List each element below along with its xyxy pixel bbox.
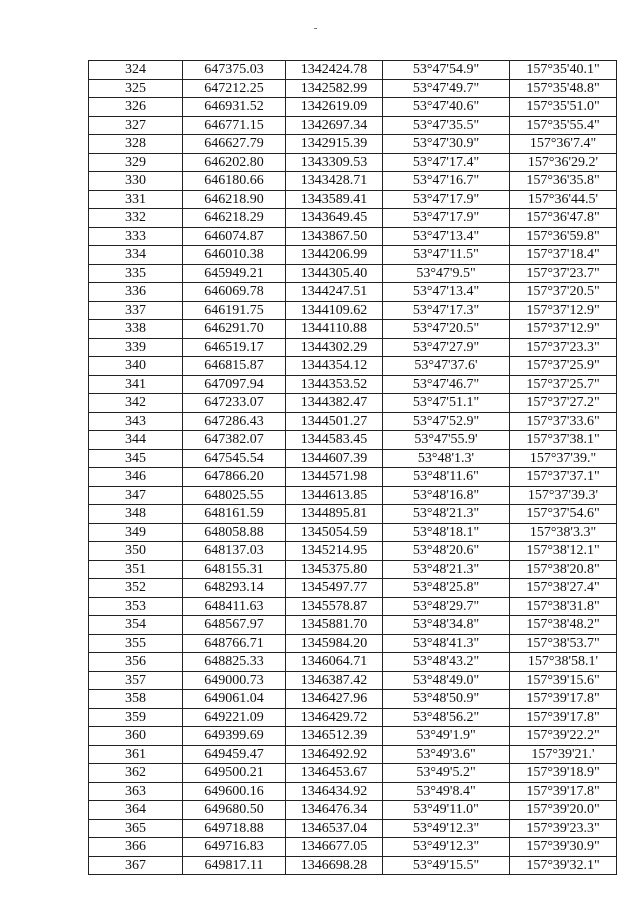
cell-longitude: 157°37'18.4"	[510, 246, 617, 265]
cell-x-coordinate: 647097.94	[183, 375, 286, 394]
cell-longitude: 157°39'20.0"	[510, 801, 617, 820]
cell-latitude: 53°48'25.8"	[383, 579, 510, 598]
cell-latitude: 53°48'1.3'	[383, 449, 510, 468]
cell-longitude: 157°39'17.8"	[510, 690, 617, 709]
table-row	[89, 209, 617, 228]
cell-point-number: 357	[89, 671, 183, 690]
cell-y-coordinate: 1346387.42	[286, 671, 383, 690]
cell-x-coordinate: 647382.07	[183, 431, 286, 450]
cell-y-coordinate: 1345881.70	[286, 616, 383, 635]
cell-longitude: 157°36'35.8"	[510, 172, 617, 191]
cell-latitude: 53°48'34.8"	[383, 616, 510, 635]
cell-latitude: 53°47'54.9"	[383, 61, 510, 80]
cell-latitude: 53°47'40.6"	[383, 98, 510, 117]
cell-longitude: 157°39'21.'	[510, 745, 617, 764]
coordinates-table-body	[89, 61, 617, 875]
cell-longitude: 157°35'48.8"	[510, 79, 617, 98]
cell-x-coordinate: 647212.25	[183, 79, 286, 98]
cell-longitude: 157°37'23.7"	[510, 264, 617, 283]
cell-point-number: 355	[89, 634, 183, 653]
table-row	[89, 486, 617, 505]
cell-latitude: 53°47'17.4"	[383, 153, 510, 172]
cell-latitude: 53°47'55.9'	[383, 431, 510, 450]
cell-point-number: 366	[89, 838, 183, 857]
cell-y-coordinate: 1344354.12	[286, 357, 383, 376]
cell-x-coordinate: 648155.31	[183, 560, 286, 579]
cell-point-number: 365	[89, 819, 183, 838]
table-row	[89, 597, 617, 616]
table-row	[89, 153, 617, 172]
cell-latitude: 53°48'16.8"	[383, 486, 510, 505]
table-row	[89, 412, 617, 431]
cell-point-number: 367	[89, 856, 183, 875]
table-row	[89, 671, 617, 690]
table-row	[89, 246, 617, 265]
cell-y-coordinate: 1346698.28	[286, 856, 383, 875]
cell-longitude: 157°35'40.1"	[510, 61, 617, 80]
cell-latitude: 53°47'49.7"	[383, 79, 510, 98]
cell-point-number: 350	[89, 542, 183, 561]
cell-x-coordinate: 649817.11	[183, 856, 286, 875]
cell-x-coordinate: 649000.73	[183, 671, 286, 690]
cell-y-coordinate: 1346492.92	[286, 745, 383, 764]
cell-longitude: 157°37'27.2"	[510, 394, 617, 413]
table-row	[89, 98, 617, 117]
cell-x-coordinate: 649600.16	[183, 782, 286, 801]
cell-latitude: 53°48'50.9"	[383, 690, 510, 709]
cell-y-coordinate: 1345984.20	[286, 634, 383, 653]
table-row	[89, 523, 617, 542]
cell-longitude: 157°39'23.3"	[510, 819, 617, 838]
cell-x-coordinate: 648766.71	[183, 634, 286, 653]
cell-longitude: 157°39'32.1"	[510, 856, 617, 875]
cell-latitude: 53°49'8.4"	[383, 782, 510, 801]
table-row	[89, 819, 617, 838]
table-row	[89, 764, 617, 783]
cell-x-coordinate: 648137.03	[183, 542, 286, 561]
cell-x-coordinate: 645949.21	[183, 264, 286, 283]
table-row	[89, 190, 617, 209]
cell-y-coordinate: 1343649.45	[286, 209, 383, 228]
cell-point-number: 347	[89, 486, 183, 505]
cell-point-number: 325	[89, 79, 183, 98]
cell-y-coordinate: 1346429.72	[286, 708, 383, 727]
cell-latitude: 53°48'20.6"	[383, 542, 510, 561]
cell-longitude: 157°37'12.9"	[510, 301, 617, 320]
cell-x-coordinate: 647375.03	[183, 61, 286, 80]
cell-latitude: 53°47'17.9"	[383, 209, 510, 228]
cell-x-coordinate: 646218.29	[183, 209, 286, 228]
cell-latitude: 53°48'49.0"	[383, 671, 510, 690]
cell-latitude: 53°47'13.4"	[383, 227, 510, 246]
cell-longitude: 157°39'17.8"	[510, 782, 617, 801]
cell-longitude: 157°39'22.2"	[510, 727, 617, 746]
cell-point-number: 336	[89, 283, 183, 302]
cell-latitude: 53°47'9.5"	[383, 264, 510, 283]
cell-y-coordinate: 1346476.34	[286, 801, 383, 820]
cell-longitude: 157°37'38.1"	[510, 431, 617, 450]
cell-point-number: 364	[89, 801, 183, 820]
cell-x-coordinate: 648567.97	[183, 616, 286, 635]
table-row	[89, 505, 617, 524]
cell-latitude: 53°47'37.6'	[383, 357, 510, 376]
cell-y-coordinate: 1344302.29	[286, 338, 383, 357]
table-row	[89, 782, 617, 801]
cell-longitude: 157°36'29.2'	[510, 153, 617, 172]
cell-point-number: 341	[89, 375, 183, 394]
cell-longitude: 157°38'53.7"	[510, 634, 617, 653]
cell-latitude: 53°48'18.1"	[383, 523, 510, 542]
cell-y-coordinate: 1344353.52	[286, 375, 383, 394]
cell-x-coordinate: 646627.79	[183, 135, 286, 154]
table-row	[89, 357, 617, 376]
cell-x-coordinate: 647286.43	[183, 412, 286, 431]
cell-point-number: 360	[89, 727, 183, 746]
cell-latitude: 53°47'13.4"	[383, 283, 510, 302]
table-row	[89, 79, 617, 98]
cell-x-coordinate: 649680.50	[183, 801, 286, 820]
cell-point-number: 328	[89, 135, 183, 154]
cell-point-number: 337	[89, 301, 183, 320]
cell-point-number: 345	[89, 449, 183, 468]
cell-y-coordinate: 1344247.51	[286, 283, 383, 302]
table-row	[89, 560, 617, 579]
cell-longitude: 157°37'23.3"	[510, 338, 617, 357]
cell-point-number: 351	[89, 560, 183, 579]
cell-y-coordinate: 1342697.34	[286, 116, 383, 135]
cell-longitude: 157°37'20.5"	[510, 283, 617, 302]
cell-latitude: 53°48'43.2"	[383, 653, 510, 672]
cell-longitude: 157°39'15.6"	[510, 671, 617, 690]
cell-latitude: 53°48'41.3"	[383, 634, 510, 653]
cell-y-coordinate: 1343309.53	[286, 153, 383, 172]
table-row	[89, 616, 617, 635]
cell-point-number: 326	[89, 98, 183, 117]
table-row	[89, 708, 617, 727]
cell-y-coordinate: 1344109.62	[286, 301, 383, 320]
cell-x-coordinate: 647233.07	[183, 394, 286, 413]
cell-latitude: 53°49'5.2"	[383, 764, 510, 783]
cell-y-coordinate: 1342424.78	[286, 61, 383, 80]
cell-longitude: 157°38'48.2"	[510, 616, 617, 635]
cell-point-number: 327	[89, 116, 183, 135]
cell-point-number: 358	[89, 690, 183, 709]
cell-latitude: 53°48'11.6"	[383, 468, 510, 487]
cell-latitude: 53°49'11.0"	[383, 801, 510, 820]
table-row	[89, 449, 617, 468]
cell-latitude: 53°47'46.7"	[383, 375, 510, 394]
table-row	[89, 431, 617, 450]
cell-point-number: 353	[89, 597, 183, 616]
cell-longitude: 157°37'12.9"	[510, 320, 617, 339]
table-row	[89, 172, 617, 191]
table-row	[89, 375, 617, 394]
cell-latitude: 53°48'21.3"	[383, 505, 510, 524]
cell-point-number: 356	[89, 653, 183, 672]
table-row	[89, 116, 617, 135]
cell-longitude: 157°36'7.4"	[510, 135, 617, 154]
cell-longitude: 157°38'3.3"	[510, 523, 617, 542]
cell-latitude: 53°47'11.5"	[383, 246, 510, 265]
cell-x-coordinate: 649221.09	[183, 708, 286, 727]
cell-y-coordinate: 1344613.85	[286, 486, 383, 505]
cell-x-coordinate: 648411.63	[183, 597, 286, 616]
cell-x-coordinate: 649459.47	[183, 745, 286, 764]
cell-longitude: 157°38'31.8"	[510, 597, 617, 616]
cell-latitude: 53°47'16.7"	[383, 172, 510, 191]
cell-latitude: 53°49'12.3"	[383, 819, 510, 838]
cell-x-coordinate: 649399.69	[183, 727, 286, 746]
cell-longitude: 157°37'37.1"	[510, 468, 617, 487]
cell-point-number: 332	[89, 209, 183, 228]
cell-point-number: 346	[89, 468, 183, 487]
cell-point-number: 324	[89, 61, 183, 80]
cell-x-coordinate: 646815.87	[183, 357, 286, 376]
cell-point-number: 334	[89, 246, 183, 265]
page-mark	[314, 28, 317, 29]
cell-longitude: 157°39'30.9"	[510, 838, 617, 857]
cell-x-coordinate: 648161.59	[183, 505, 286, 524]
cell-point-number: 363	[89, 782, 183, 801]
table-row	[89, 468, 617, 487]
cell-x-coordinate: 649716.83	[183, 838, 286, 857]
cell-y-coordinate: 1346512.39	[286, 727, 383, 746]
cell-latitude: 53°47'30.9"	[383, 135, 510, 154]
cell-x-coordinate: 646291.70	[183, 320, 286, 339]
cell-longitude: 157°38'12.1"	[510, 542, 617, 561]
cell-latitude: 53°47'51.1"	[383, 394, 510, 413]
cell-latitude: 53°47'20.5"	[383, 320, 510, 339]
cell-y-coordinate: 1343589.41	[286, 190, 383, 209]
table-row	[89, 801, 617, 820]
cell-latitude: 53°49'1.9"	[383, 727, 510, 746]
cell-y-coordinate: 1343867.50	[286, 227, 383, 246]
cell-y-coordinate: 1345375.80	[286, 560, 383, 579]
cell-y-coordinate: 1344382.47	[286, 394, 383, 413]
table-row	[89, 542, 617, 561]
cell-longitude: 157°35'51.0"	[510, 98, 617, 117]
cell-longitude: 157°38'20.8"	[510, 560, 617, 579]
table-row	[89, 727, 617, 746]
cell-x-coordinate: 646191.75	[183, 301, 286, 320]
coordinates-table	[88, 60, 617, 875]
table-row	[89, 838, 617, 857]
cell-y-coordinate: 1344305.40	[286, 264, 383, 283]
cell-longitude: 157°37'25.7"	[510, 375, 617, 394]
table-row	[89, 653, 617, 672]
cell-y-coordinate: 1346434.92	[286, 782, 383, 801]
cell-y-coordinate: 1346453.67	[286, 764, 383, 783]
cell-longitude: 157°36'59.8"	[510, 227, 617, 246]
table-row	[89, 579, 617, 598]
cell-x-coordinate: 649061.04	[183, 690, 286, 709]
cell-x-coordinate: 649718.88	[183, 819, 286, 838]
cell-x-coordinate: 648825.33	[183, 653, 286, 672]
cell-point-number: 335	[89, 264, 183, 283]
cell-longitude: 157°37'25.9"	[510, 357, 617, 376]
cell-point-number: 329	[89, 153, 183, 172]
cell-x-coordinate: 646074.87	[183, 227, 286, 246]
cell-longitude: 157°36'44.5'	[510, 190, 617, 209]
cell-point-number: 349	[89, 523, 183, 542]
cell-point-number: 342	[89, 394, 183, 413]
cell-x-coordinate: 646069.78	[183, 283, 286, 302]
cell-x-coordinate: 646218.90	[183, 190, 286, 209]
table-row	[89, 135, 617, 154]
cell-y-coordinate: 1345578.87	[286, 597, 383, 616]
table-row	[89, 634, 617, 653]
cell-latitude: 53°48'29.7"	[383, 597, 510, 616]
cell-longitude: 157°37'39."	[510, 449, 617, 468]
table-row	[89, 338, 617, 357]
cell-point-number: 359	[89, 708, 183, 727]
cell-latitude: 53°47'17.3"	[383, 301, 510, 320]
cell-latitude: 53°49'3.6"	[383, 745, 510, 764]
cell-point-number: 354	[89, 616, 183, 635]
table-row	[89, 690, 617, 709]
cell-latitude: 53°49'12.3"	[383, 838, 510, 857]
cell-point-number: 361	[89, 745, 183, 764]
cell-latitude: 53°47'27.9"	[383, 338, 510, 357]
cell-x-coordinate: 649500.21	[183, 764, 286, 783]
cell-longitude: 157°37'33.6"	[510, 412, 617, 431]
cell-y-coordinate: 1344607.39	[286, 449, 383, 468]
cell-point-number: 362	[89, 764, 183, 783]
cell-y-coordinate: 1344895.81	[286, 505, 383, 524]
cell-x-coordinate: 646010.38	[183, 246, 286, 265]
cell-y-coordinate: 1344571.98	[286, 468, 383, 487]
cell-longitude: 157°37'39.3'	[510, 486, 617, 505]
cell-latitude: 53°47'52.9"	[383, 412, 510, 431]
cell-x-coordinate: 648293.14	[183, 579, 286, 598]
cell-x-coordinate: 646771.15	[183, 116, 286, 135]
cell-y-coordinate: 1342582.99	[286, 79, 383, 98]
cell-y-coordinate: 1344110.88	[286, 320, 383, 339]
cell-y-coordinate: 1342619.09	[286, 98, 383, 117]
cell-x-coordinate: 646931.52	[183, 98, 286, 117]
cell-longitude: 157°39'17.8"	[510, 708, 617, 727]
cell-x-coordinate: 646180.66	[183, 172, 286, 191]
table-row	[89, 745, 617, 764]
cell-x-coordinate: 648025.55	[183, 486, 286, 505]
cell-y-coordinate: 1344206.99	[286, 246, 383, 265]
cell-point-number: 330	[89, 172, 183, 191]
cell-x-coordinate: 648058.88	[183, 523, 286, 542]
cell-y-coordinate: 1345214.95	[286, 542, 383, 561]
cell-y-coordinate: 1343428.71	[286, 172, 383, 191]
cell-latitude: 53°47'35.5"	[383, 116, 510, 135]
cell-x-coordinate: 647866.20	[183, 468, 286, 487]
cell-y-coordinate: 1344583.45	[286, 431, 383, 450]
cell-y-coordinate: 1344501.27	[286, 412, 383, 431]
cell-latitude: 53°47'17.9"	[383, 190, 510, 209]
cell-y-coordinate: 1345054.59	[286, 523, 383, 542]
cell-point-number: 343	[89, 412, 183, 431]
cell-latitude: 53°49'15.5"	[383, 856, 510, 875]
cell-point-number: 331	[89, 190, 183, 209]
cell-longitude: 157°39'18.9"	[510, 764, 617, 783]
table-row	[89, 227, 617, 246]
cell-x-coordinate: 647545.54	[183, 449, 286, 468]
cell-longitude: 157°37'54.6"	[510, 505, 617, 524]
cell-x-coordinate: 646202.80	[183, 153, 286, 172]
cell-y-coordinate: 1345497.77	[286, 579, 383, 598]
cell-y-coordinate: 1346677.05	[286, 838, 383, 857]
cell-latitude: 53°48'21.3"	[383, 560, 510, 579]
cell-longitude: 157°35'55.4"	[510, 116, 617, 135]
cell-y-coordinate: 1346427.96	[286, 690, 383, 709]
cell-point-number: 338	[89, 320, 183, 339]
table-row	[89, 856, 617, 875]
cell-x-coordinate: 646519.17	[183, 338, 286, 357]
table-row	[89, 283, 617, 302]
cell-point-number: 339	[89, 338, 183, 357]
cell-point-number: 340	[89, 357, 183, 376]
table-row	[89, 301, 617, 320]
cell-longitude: 157°36'47.8"	[510, 209, 617, 228]
cell-y-coordinate: 1342915.39	[286, 135, 383, 154]
table-row	[89, 320, 617, 339]
cell-point-number: 344	[89, 431, 183, 450]
cell-point-number: 352	[89, 579, 183, 598]
cell-point-number: 333	[89, 227, 183, 246]
table-row	[89, 61, 617, 80]
table-row	[89, 394, 617, 413]
cell-longitude: 157°38'58.1'	[510, 653, 617, 672]
table-row	[89, 264, 617, 283]
cell-y-coordinate: 1346537.04	[286, 819, 383, 838]
cell-longitude: 157°38'27.4"	[510, 579, 617, 598]
cell-y-coordinate: 1346064.71	[286, 653, 383, 672]
cell-latitude: 53°48'56.2"	[383, 708, 510, 727]
cell-point-number: 348	[89, 505, 183, 524]
